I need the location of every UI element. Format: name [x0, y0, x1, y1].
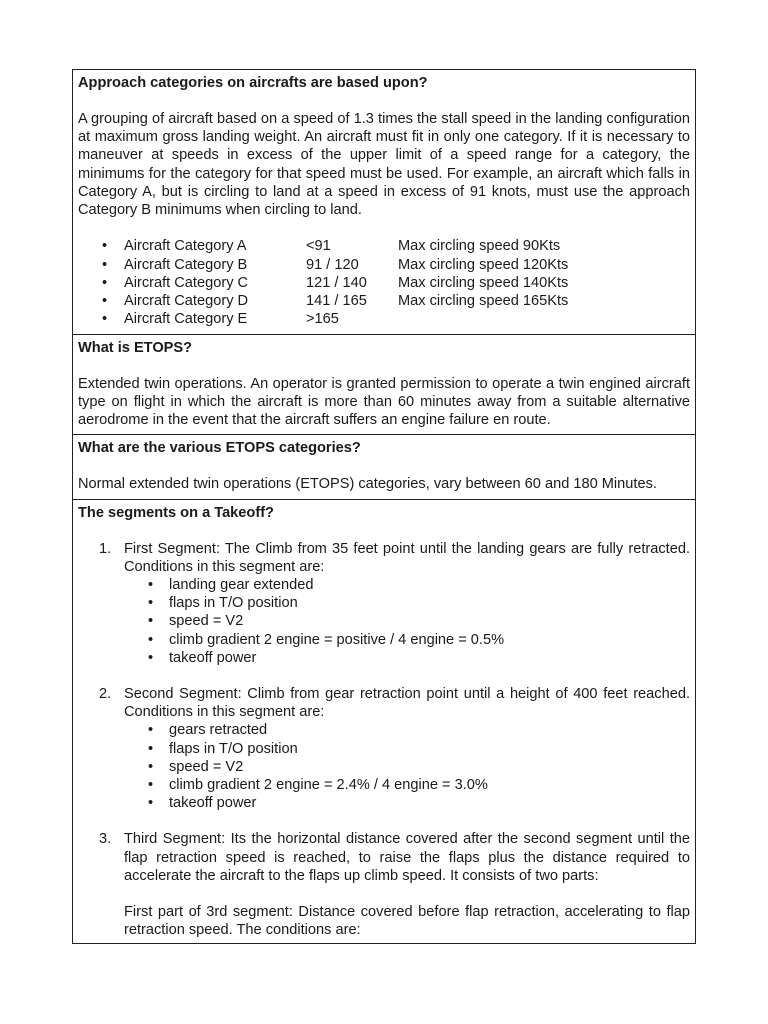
answer-paragraph: Normal extended twin operations (ETOPS) categories, vary between 60 and 180 Minutes. [78, 476, 657, 493]
bullet-icon: • [148, 740, 154, 757]
category-range: 141 / 165 [306, 293, 367, 310]
condition-item [124, 776, 690, 794]
bullet-icon: • [102, 274, 108, 291]
category-item [78, 310, 690, 328]
condition-text: flaps in T/O position [169, 740, 298, 757]
segment-number: 2. [99, 685, 112, 702]
bullet-icon: • [148, 613, 154, 630]
answer-paragraph: A grouping of aircraft based on a speed of 1.3 times the stall speed in the landing configuration at maximum gross landing weight. An aircraft must fit in only one category. If it is necessary to maneuver at speeds in excess of the upper limit of a speed range for a category, the minimums for the category for that speed must be used. For example, an aircraft which falls in Category A, but is circling to land at a speed in excess of 91 knots, must use the approach Category B minimums when circling to land. [78, 111, 690, 219]
category-max-speed: Max circling speed 120Kts [398, 256, 569, 273]
bullet-icon: • [102, 256, 108, 273]
condition-item [124, 594, 690, 612]
category-max-speed: Max circling speed 140Kts [398, 274, 569, 291]
question-heading: The segments on a Takeoff? [78, 504, 274, 521]
bullet-icon: • [148, 776, 154, 793]
condition-text: takeoff power [169, 649, 257, 666]
category-name: Aircraft Category D [124, 293, 249, 310]
condition-item [124, 758, 690, 776]
etops-cell [73, 334, 695, 435]
segment-list [78, 540, 690, 940]
segment-extra-text: First part of 3rd segment: Distance covered before flap retraction, accelerating to flap retraction speed. The conditions are: [124, 903, 690, 939]
category-range: 121 / 140 [306, 274, 367, 291]
condition-list [124, 576, 690, 667]
condition-item [124, 794, 690, 812]
bullet-icon: • [102, 293, 108, 310]
category-max-speed: Max circling speed 90Kts [398, 238, 561, 255]
bullet-icon: • [102, 311, 108, 328]
condition-list [124, 721, 690, 812]
condition-text: landing gear extended [169, 576, 314, 593]
condition-item [124, 612, 690, 630]
segment-item [78, 540, 690, 685]
category-item [78, 237, 690, 255]
segment-text: Second Segment: Climb from gear retraction point until a height of 400 feet reached. Conditions in this segment are: [124, 685, 690, 721]
category-name: Aircraft Category E [124, 311, 248, 328]
approach-categories-cell [73, 70, 695, 334]
category-range: 91 / 120 [306, 256, 359, 273]
bullet-icon: • [148, 631, 154, 648]
category-item [78, 292, 690, 310]
condition-item [124, 631, 690, 649]
category-item [78, 256, 690, 274]
qa-table [72, 69, 696, 944]
segment-text: Third Segment: Its the horizontal distance covered after the second segment until the flap retraction speed is reached, to raise the flaps plus the distance required to accelerate the aircraft to the flaps up climb speed. It consists of two parts: [124, 831, 690, 884]
category-max-speed: Max circling speed 165Kts [398, 293, 569, 310]
category-range: >165 [306, 311, 339, 328]
condition-text: takeoff power [169, 795, 257, 812]
question-heading: What is ETOPS? [78, 339, 193, 356]
condition-item [124, 576, 690, 594]
category-item [78, 274, 690, 292]
condition-text: flaps in T/O position [169, 595, 298, 612]
bullet-icon: • [148, 595, 154, 612]
answer-paragraph: Extended twin operations. An operator is granted permission to operate a twin engined aircraft type on flight in which the aircraft is more than 60 minutes away from a suitable alternative aerodrome in the event that the aircraft suffers an engine failure en route. [78, 375, 690, 429]
segment-text: First Segment: The Climb from 35 feet point until the landing gears are fully retracted. Conditions in this segment are: [124, 540, 690, 575]
bullet-icon: • [148, 795, 154, 812]
category-list [78, 237, 690, 328]
segment-number: 1. [99, 540, 112, 557]
category-name: Aircraft Category B [124, 256, 248, 273]
condition-text: climb gradient 2 engine = positive / 4 engine = 0.5% [169, 631, 505, 648]
segment-item [78, 830, 690, 939]
bullet-icon: • [148, 722, 154, 739]
segment-item [78, 685, 690, 830]
bullet-icon: • [148, 649, 154, 666]
bullet-icon: • [102, 238, 108, 255]
takeoff-segments-cell [73, 499, 695, 944]
bullet-icon: • [148, 576, 154, 593]
category-name: Aircraft Category A [124, 238, 247, 255]
condition-item [124, 649, 690, 667]
condition-text: speed = V2 [169, 758, 244, 775]
bullet-icon: • [148, 758, 154, 775]
category-name: Aircraft Category C [124, 274, 249, 291]
condition-item [124, 721, 690, 739]
category-range: <91 [306, 238, 331, 255]
etops-categories-cell [73, 434, 695, 498]
question-heading: What are the various ETOPS categories? [78, 440, 361, 457]
condition-text: climb gradient 2 engine = 2.4% / 4 engine = 3.0% [169, 776, 488, 793]
condition-text: gears retracted [169, 722, 268, 739]
segment-number: 3. [99, 831, 112, 848]
condition-text: speed = V2 [169, 613, 244, 630]
condition-item [124, 740, 690, 758]
question-heading: Approach categories on aircrafts are based upon? [78, 75, 428, 91]
